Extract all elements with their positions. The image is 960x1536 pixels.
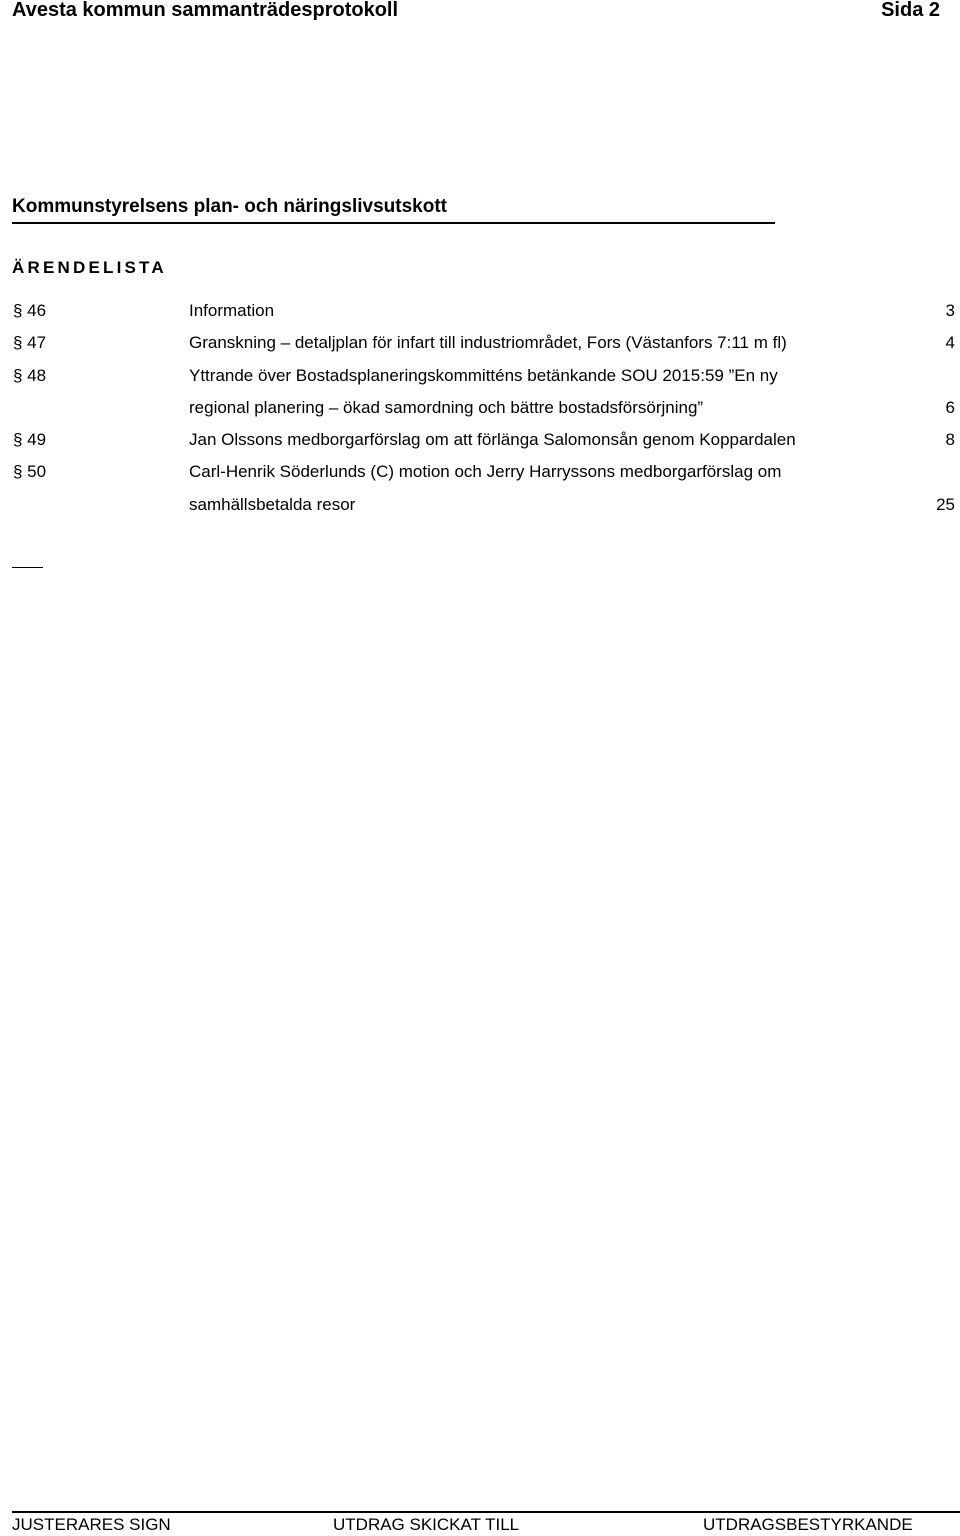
item-page-47: 4 bbox=[945, 333, 955, 352]
committee-underline bbox=[12, 222, 775, 224]
footer-justerares-sign: JUSTERARES SIGN bbox=[12, 1515, 171, 1534]
footer-utdragsbestyrkande: UTDRAGSBESTYRKANDE bbox=[703, 1515, 913, 1534]
item-page-50: 25 bbox=[936, 495, 955, 514]
page-number: Sida 2 bbox=[881, 0, 940, 21]
agenda-list-heading: ÄRENDELISTA bbox=[12, 258, 167, 277]
paragraph-number-49: § 49 bbox=[13, 430, 47, 449]
item-title-50-line-2: samhällsbetalda resor bbox=[189, 495, 356, 514]
paragraph-number-47: § 47 bbox=[13, 333, 47, 352]
item-page-48: 6 bbox=[945, 398, 955, 417]
item-title-46: Information bbox=[189, 301, 275, 320]
item-page-49: 8 bbox=[945, 430, 955, 449]
footer-rule bbox=[12, 1511, 960, 1513]
item-title-47: Granskning – detaljplan för infart till industriområdet, Fors (Västanfors 7:11 m fl) bbox=[189, 333, 787, 352]
item-title-48-line-1: Yttrande över Bostadsplaneringskommitténs betänkande SOU 2015:59 ”En ny bbox=[189, 366, 778, 385]
footer-utdrag-skickat-till: UTDRAG SKICKAT TILL bbox=[333, 1515, 520, 1534]
paragraph-number-50: § 50 bbox=[13, 462, 47, 481]
item-page-46: 3 bbox=[945, 301, 955, 320]
document-title: Avesta kommun sammanträdesprotokoll bbox=[12, 0, 399, 21]
item-title-50-line-1: Carl-Henrik Söderlunds (C) motion och Jerry Harryssons medborgarförslag om bbox=[189, 462, 782, 481]
committee-heading: Kommunstyrelsens plan- och näringslivsutskott bbox=[12, 196, 447, 217]
end-of-list-rule bbox=[12, 567, 43, 568]
item-title-49: Jan Olssons medborgarförslag om att förlänga Salomonsån genom Koppardalen bbox=[189, 430, 796, 449]
item-title-48-line-2: regional planering – ökad samordning och bättre bostadsförsörjning” bbox=[189, 398, 704, 417]
paragraph-number-46: § 46 bbox=[13, 301, 47, 320]
paragraph-number-48: § 48 bbox=[13, 366, 47, 385]
